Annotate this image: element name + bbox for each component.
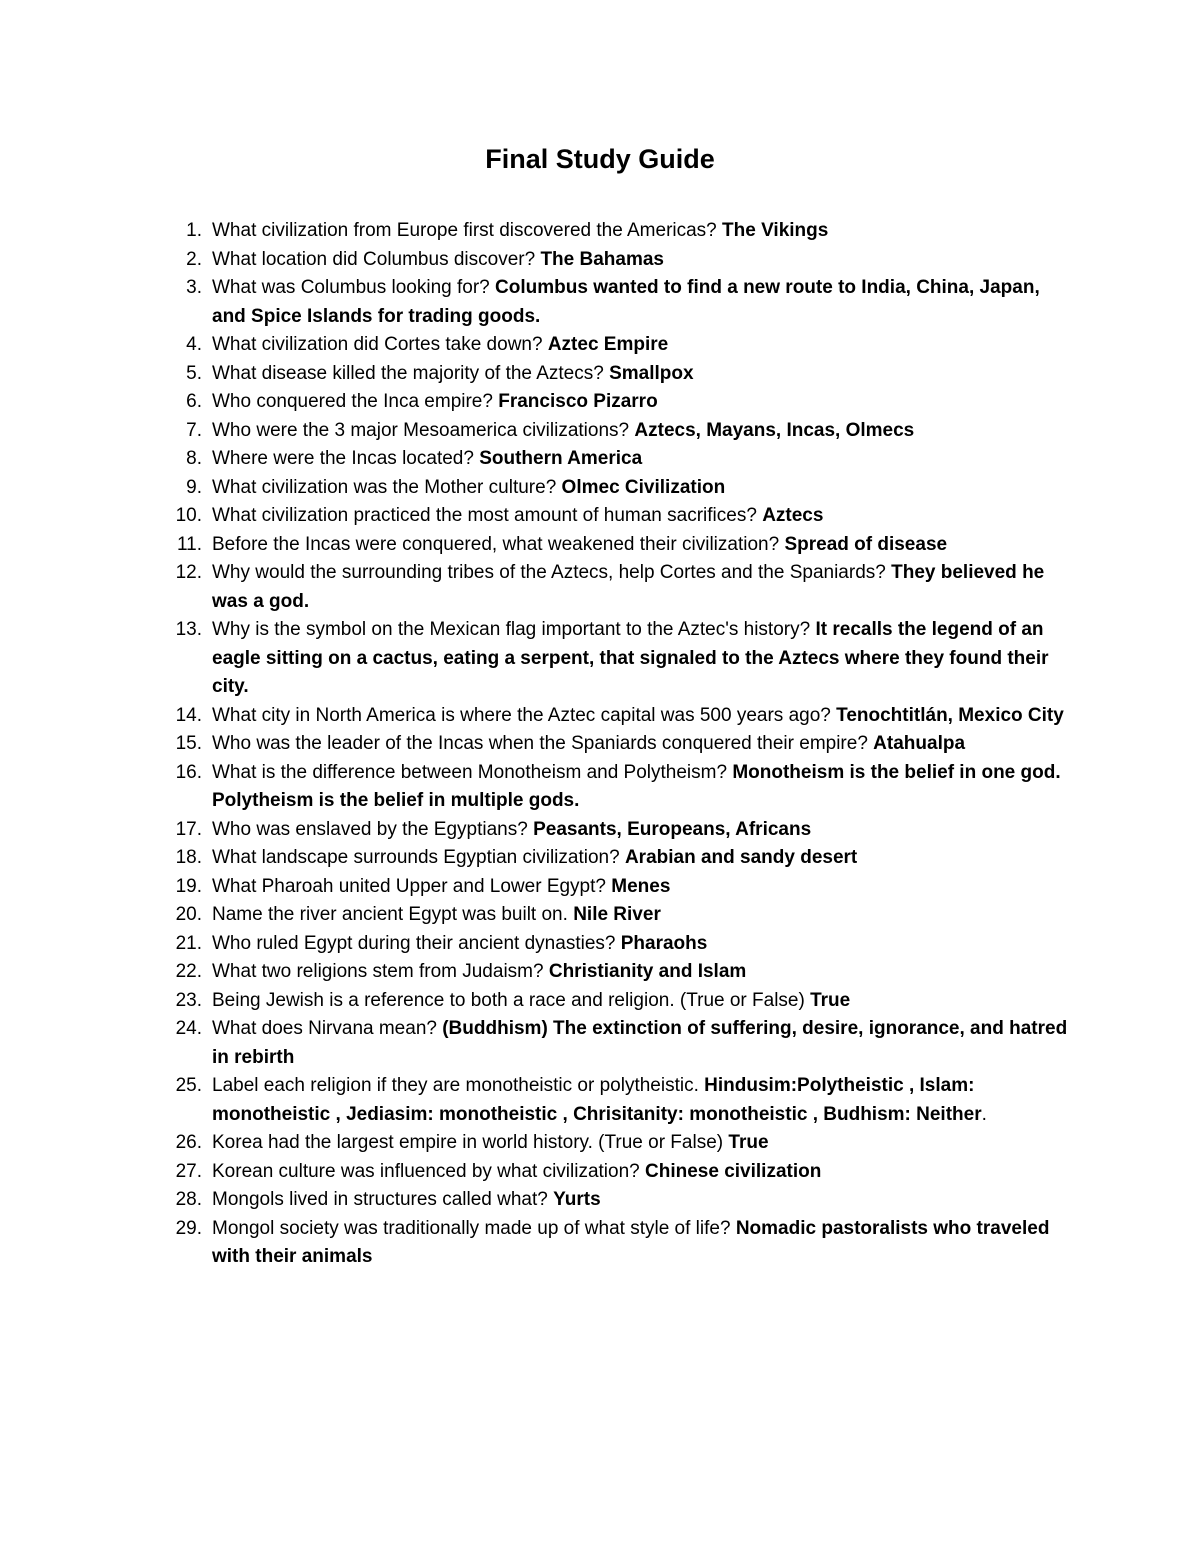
question-text: What civilization did Cortes take down?	[212, 334, 543, 355]
question-text: Before the Incas were conquered, what weakened their civilization?	[212, 533, 780, 555]
question-item	[168, 844, 1068, 873]
question-number: 13.	[175, 619, 202, 640]
question-text: What two religions stem from Judaism?	[212, 961, 544, 982]
question-text: What civilization practiced the most amount of human sacrifices?	[212, 505, 757, 526]
question-item	[168, 1215, 1068, 1272]
answer-text: Pharaohs	[620, 932, 708, 954]
answer-text: (Buddhism) The extinction of suffering, desire, ignorance, and hatred in rebirth	[212, 1018, 1068, 1068]
question-item	[168, 1129, 1068, 1158]
answer-tail: .	[981, 1103, 987, 1125]
answer-text: Peasants, Europeans, Africans	[533, 818, 812, 840]
answer-text: Spread of disease	[784, 533, 948, 555]
answer-text: Columbus wanted to find a new route to India, China, Japan, and Spice Islands for trading goods.	[212, 277, 1040, 327]
question-item	[168, 816, 1068, 845]
question-number: 22.	[175, 961, 202, 982]
question-number: 12.	[175, 562, 202, 583]
question-item	[168, 274, 1068, 331]
answer-text: They believed he was a god.	[212, 562, 1045, 612]
question-item	[168, 1015, 1068, 1072]
question-number: 28.	[175, 1189, 202, 1210]
page-title: Final Study Guide	[485, 144, 715, 174]
question-text: What is the difference between Monotheism and Polytheism?	[212, 761, 728, 783]
answer-text: Southern America	[479, 448, 643, 469]
question-number: 7.	[186, 419, 202, 441]
answer-text: Atahualpa	[873, 733, 966, 754]
question-number: 29.	[175, 1217, 202, 1239]
question-text: What civilization from Europe first discovered the Americas?	[212, 220, 717, 241]
answer-text: Aztecs	[762, 505, 824, 526]
question-number: 2.	[186, 248, 202, 270]
question-number: 1.	[186, 220, 202, 241]
question-number: 21.	[175, 932, 202, 954]
question-item	[168, 360, 1068, 389]
question-text: Name the river ancient Egypt was built on.	[212, 904, 568, 925]
question-text: Why is the symbol on the Mexican flag important to the Aztec's history?	[212, 619, 811, 640]
question-text: Who were the 3 major Mesoamerica civilizations?	[212, 419, 630, 441]
question-item	[168, 930, 1068, 959]
question-item	[168, 246, 1068, 275]
question-number: 17.	[175, 818, 202, 840]
answer-text: Olmec Civilization	[561, 476, 726, 498]
answer-text: Aztec Empire	[547, 334, 669, 355]
question-number: 20.	[175, 904, 202, 925]
question-text: Who conquered the Inca empire?	[212, 391, 493, 412]
question-number: 11.	[176, 533, 202, 555]
question-number: 10.	[175, 505, 202, 526]
question-text: What does Nirvana mean?	[212, 1018, 437, 1039]
question-number: 3.	[186, 277, 202, 298]
question-item	[168, 901, 1068, 930]
answer-text: Tenochtitlán, Mexico City	[836, 704, 1064, 726]
question-item	[168, 702, 1068, 731]
question-number: 23.	[175, 989, 202, 1011]
question-item	[168, 502, 1068, 531]
question-text: Who was enslaved by the Egyptians?	[212, 818, 528, 840]
question-item	[168, 730, 1068, 759]
question-text: What city in North America is where the Aztec capital was 500 years ago?	[212, 704, 831, 726]
question-text: What Pharoah united Upper and Lower Egypt?	[212, 875, 606, 897]
question-item	[168, 1186, 1068, 1215]
question-text: What was Columbus looking for?	[212, 277, 490, 298]
question-item	[168, 616, 1068, 702]
question-number: 25.	[175, 1075, 202, 1096]
answer-text: Aztecs, Mayans, Incas, Olmecs	[634, 419, 915, 441]
answer-text: True	[728, 1132, 769, 1153]
answer-text: Christianity and Islam	[548, 961, 747, 982]
question-item	[168, 873, 1068, 902]
question-number: 19.	[175, 875, 202, 897]
question-text: Korean culture was influenced by what civilization?	[212, 1160, 640, 1182]
answer-text: Smallpox	[609, 362, 694, 384]
answer-text: Chinese civilization	[645, 1160, 822, 1182]
answer-text: Arabian and sandy desert	[624, 847, 858, 868]
question-text: Where were the Incas located?	[212, 448, 474, 469]
question-item	[168, 331, 1068, 360]
answer-text: The Bahamas	[540, 248, 664, 270]
question-text: Who ruled Egypt during their ancient dynasties?	[212, 932, 616, 954]
answer-text: Hindusim:Polytheistic , Islam: monotheistic , Jediasim: monotheistic , Chrisitanity: monotheistic , Budhism: Neither	[212, 1075, 982, 1125]
question-text: Why would the surrounding tribes of the Aztecs, help Cortes and the Spaniards?	[212, 562, 886, 583]
question-text: Being Jewish is a reference to both a race and religion. (True or False)	[212, 989, 805, 1011]
question-number: 8.	[186, 448, 202, 469]
question-item	[168, 531, 1068, 560]
question-item	[168, 474, 1068, 503]
answer-text: Nomadic pastoralists who traveled with their animals	[212, 1217, 1050, 1267]
answer-text: Francisco Pizarro	[498, 391, 658, 412]
question-item	[168, 958, 1068, 987]
question-number: 5.	[186, 362, 202, 384]
question-item	[168, 1158, 1068, 1187]
answer-text: Nile River	[573, 904, 661, 925]
question-number: 27.	[175, 1160, 202, 1182]
question-list	[168, 217, 1068, 1272]
question-number: 24.	[175, 1018, 202, 1039]
answer-text: It recalls the legend of an eagle sitting on a cactus, eating a serpent, that signaled to the Aztecs where they found their city.	[212, 619, 1049, 697]
question-text: Mongol society was traditionally made up of what style of life?	[212, 1217, 731, 1239]
answer-text: The Vikings	[722, 220, 829, 241]
question-number: 4.	[186, 334, 202, 355]
question-number: 18.	[175, 847, 202, 868]
question-item	[168, 445, 1068, 474]
question-item	[168, 417, 1068, 446]
answer-text: True	[810, 989, 851, 1011]
question-item	[168, 559, 1068, 616]
question-text: Label each religion if they are monotheistic or polytheistic.	[212, 1075, 699, 1096]
question-number: 6.	[186, 391, 202, 412]
question-text: What landscape surrounds Egyptian civilization?	[212, 847, 620, 868]
question-text: Korea had the largest empire in world history. (True or False)	[212, 1132, 724, 1153]
question-item	[168, 388, 1068, 417]
question-text: Who was the leader of the Incas when the Spaniards conquered their empire?	[212, 733, 868, 754]
answer-text: Monotheism is the belief in one god. Polytheism is the belief in multiple gods.	[212, 761, 1061, 811]
question-text: What disease killed the majority of the Aztecs?	[212, 362, 604, 384]
question-item	[168, 759, 1068, 816]
answer-text: Yurts	[553, 1189, 601, 1210]
question-number: 9.	[186, 476, 202, 498]
question-text: What civilization was the Mother culture?	[212, 476, 557, 498]
question-item	[168, 1072, 1068, 1129]
question-number: 14.	[175, 704, 202, 726]
question-number: 16.	[175, 761, 202, 783]
question-number: 15.	[175, 733, 202, 754]
question-item	[168, 217, 1068, 246]
question-item	[168, 987, 1068, 1016]
answer-text: Menes	[611, 875, 671, 897]
question-text: What location did Columbus discover?	[212, 248, 536, 270]
question-number: 26.	[175, 1132, 202, 1153]
question-text: Mongols lived in structures called what?	[212, 1189, 548, 1210]
